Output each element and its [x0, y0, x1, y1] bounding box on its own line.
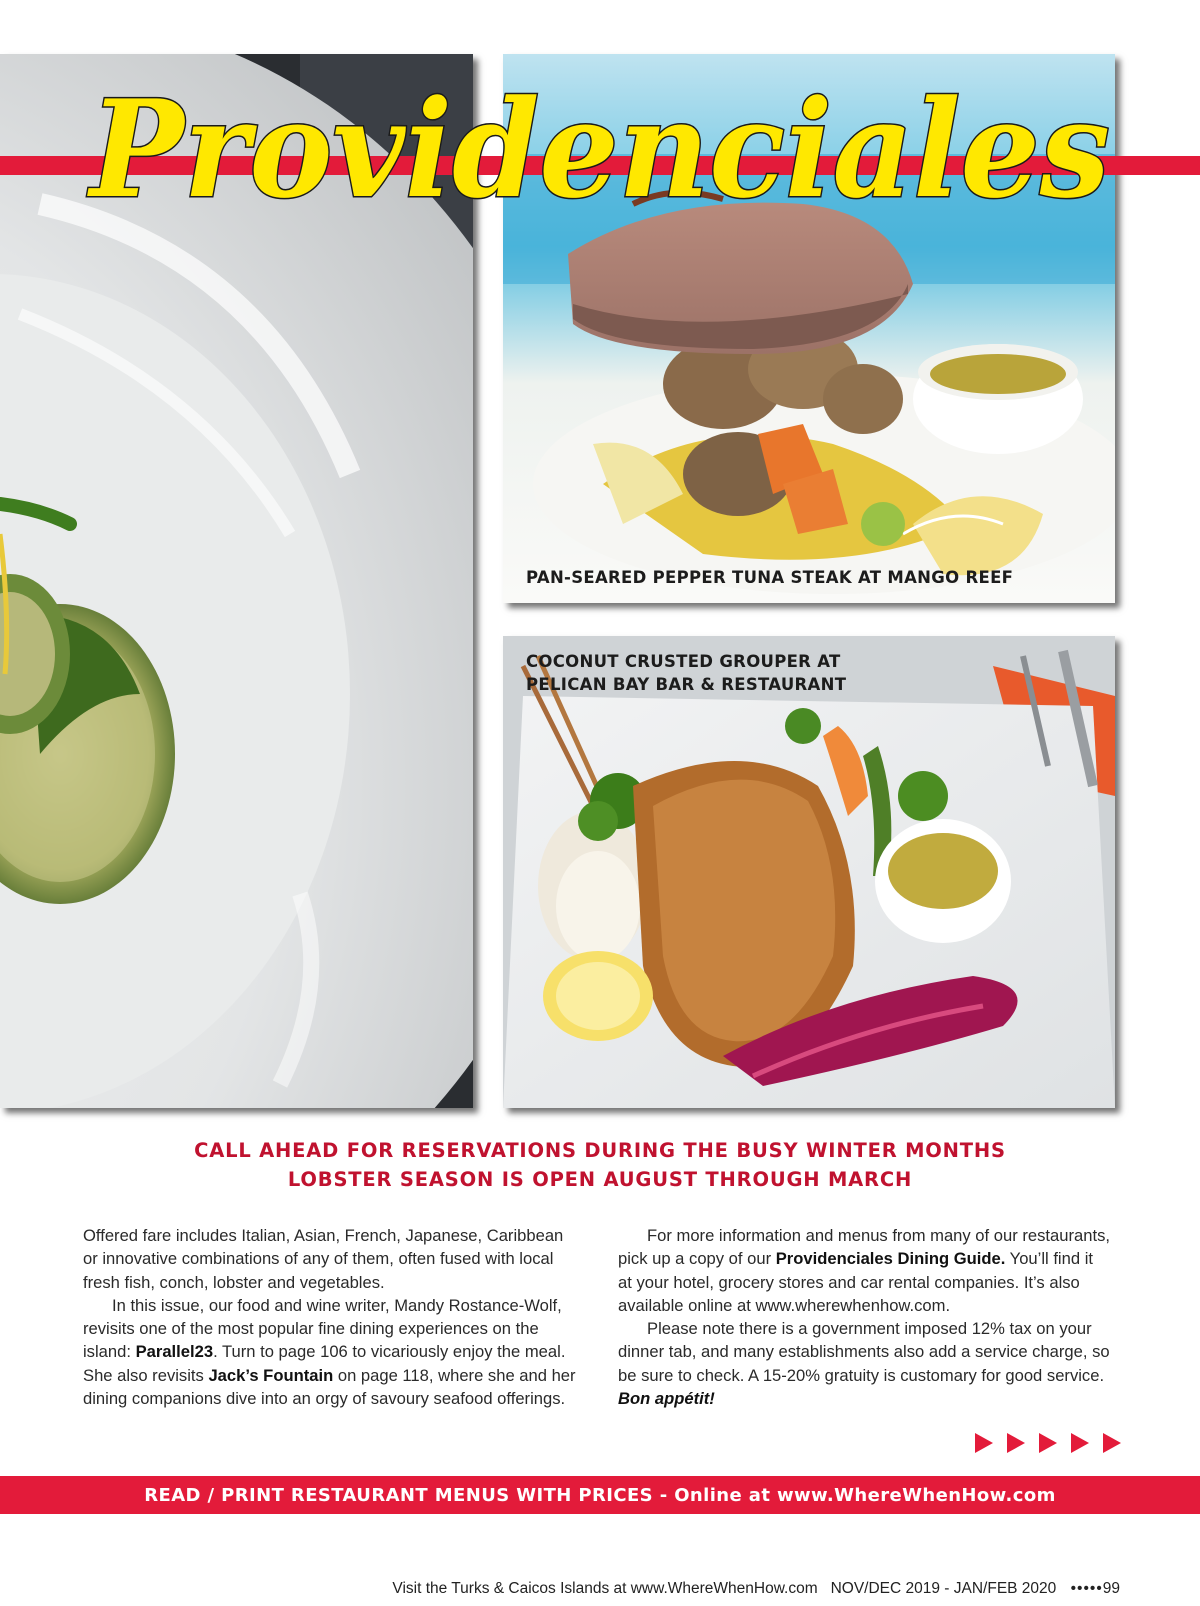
- caption-tuna: PAN-SEARED PEPPER TUNA STEAK AT MANGO REEF: [526, 568, 1014, 587]
- bon-appetit: Bon appétit!: [618, 1389, 715, 1409]
- page-folio: [392, 1580, 1120, 1598]
- footer-banner: [0, 1476, 1200, 1514]
- issue-date: NOV/DEC 2019 - JAN/FEB 2020: [830, 1580, 1057, 1597]
- page-number: 99: [1102, 1580, 1120, 1597]
- paragraph: [83, 1294, 578, 1410]
- arrow-right-icon: [1039, 1433, 1057, 1453]
- footer-banner-text: READ / PRINT RESTAURANT MENUS WITH PRICES - Online at www.WhereWhenHow.com: [144, 1484, 1056, 1506]
- arrow-right-icon: [1007, 1433, 1025, 1453]
- caption-grouper-line1: COCONUT CRUSTED GROUPER AT: [526, 652, 841, 671]
- headline-lobster-season: LOBSTER SEASON IS OPEN AUGUST THROUGH MARCH: [287, 1168, 913, 1191]
- page-title: Providenciales: [86, 70, 1110, 228]
- photo-coconut-grouper: [503, 636, 1115, 1108]
- page-title-svg: [60, 58, 1200, 228]
- caption-grouper-line2: PELICAN BAY BAR & RESTAURANT: [526, 675, 847, 694]
- arrow-right-icon: [975, 1433, 993, 1453]
- paragraph: [618, 1224, 1110, 1317]
- folio-dots: •••••: [1070, 1580, 1103, 1597]
- body-column-left: [83, 1224, 578, 1410]
- paragraph: [618, 1317, 1110, 1410]
- paragraph: Offered fare includes Italian, Asian, French, Japanese, Caribbean or innovative combinations of any of them, often fused with local fresh fish, conch, lobster and vegetables.: [83, 1226, 564, 1292]
- body-column-right: [618, 1224, 1110, 1410]
- arrow-right-icon: [1071, 1433, 1089, 1453]
- text-run: For more information and menus from many of our restaurants, pick up a copy of our: [618, 1226, 1110, 1269]
- continue-arrows: [975, 1433, 1121, 1453]
- dining-guide-title: Providenciales Dining Guide.: [775, 1249, 1006, 1269]
- text-run: . Turn to page 106 to vicariously enjoy the meal. She also revisits: [83, 1342, 566, 1385]
- restaurant-name-parallel23: Parallel23: [135, 1342, 214, 1362]
- text-run: You’ll find it at your hotel, grocery stores and car rental companies. It’s also available online at www.wherewhenhow.com.: [618, 1249, 1093, 1315]
- text-run: Please note there is a government imposed 12% tax on your dinner tab, and many establishments also add a service charge, so be sure to check. A 15-20% gratuity is customary for good service.: [618, 1319, 1110, 1385]
- headline-reservations: CALL AHEAD FOR RESERVATIONS DURING THE BUSY WINTER MONTHS: [194, 1139, 1006, 1162]
- visit-line: Visit the Turks & Caicos Islands at www.WhereWhenHow.com: [392, 1580, 818, 1597]
- text-run: In this issue, our food and wine writer, Mandy Rostance-Wolf, revisits one of the most popular fine dining experiences on the island:: [83, 1295, 562, 1362]
- caption-grouper: [526, 650, 906, 696]
- arrow-right-icon: [1103, 1433, 1121, 1453]
- restaurant-name-jacks-fountain: Jack’s Fountain: [208, 1365, 334, 1385]
- text-run: on page 118, where she and her dining companions dive into an orgy of savoury seafood offerings.: [83, 1365, 576, 1409]
